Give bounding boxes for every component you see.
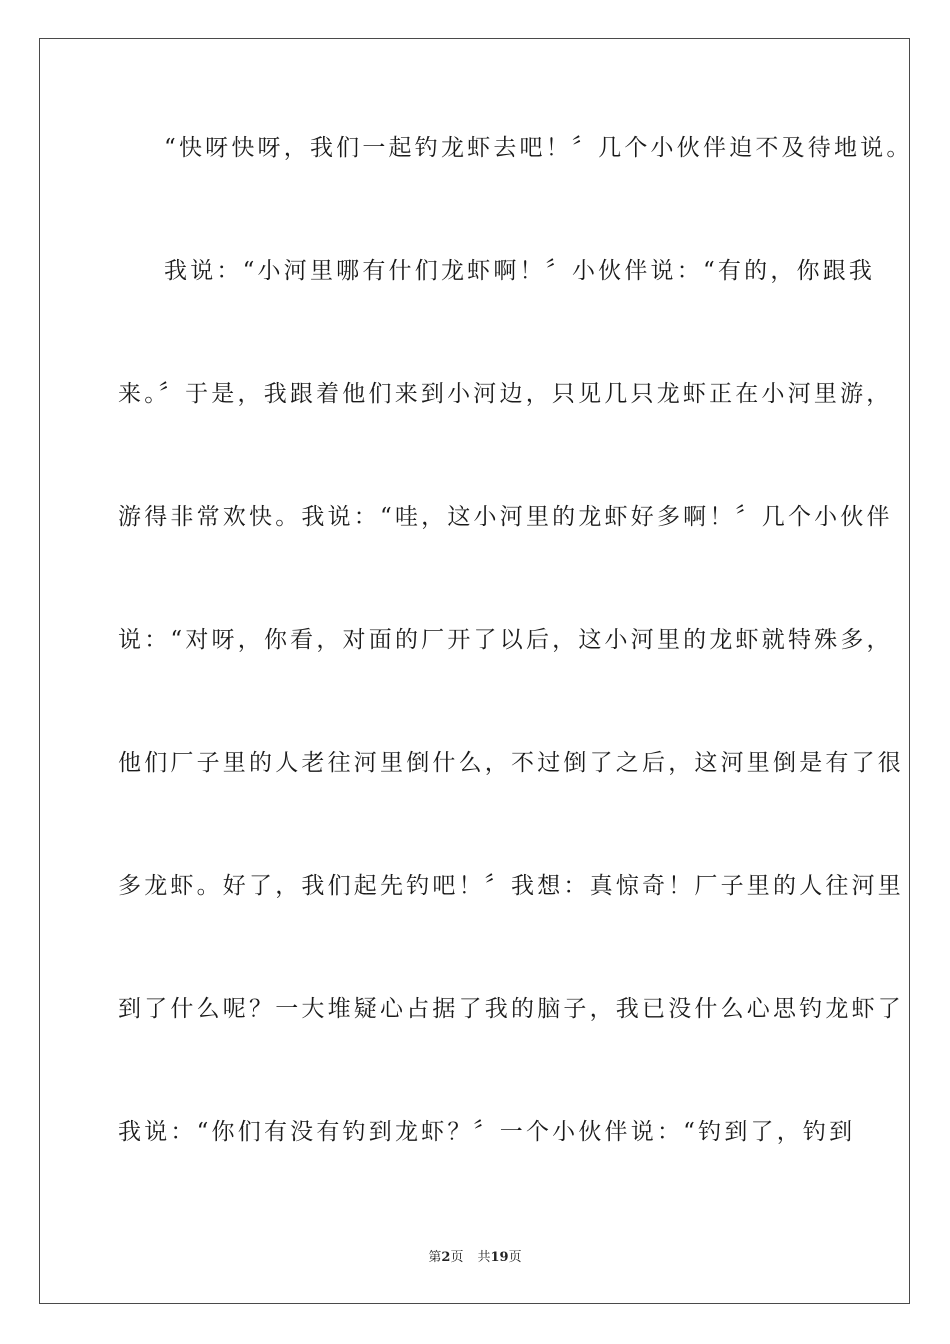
paragraph-line-8: 到了什么呢？一大堆疑心占据了我的脑子，我已没什么心思钓龙虾了 (118, 996, 904, 1022)
page-footer (0, 1246, 950, 1265)
paragraph-line-3: 来。〞于是，我跟着他们来到小河边，只见几只龙虾正在小河里游， (118, 381, 893, 407)
total-pages: 19 (490, 1250, 509, 1265)
paragraph-line-9: 我说：“你们有没有钓到龙虾？〞一个小伙伴说：“钓到了，钓到 (118, 1119, 856, 1145)
paragraph-line-2: 我说：“小河里哪有什们龙虾啊！〞小伙伴说：“有的，你跟我 (164, 258, 876, 284)
document-body (118, 128, 913, 1235)
paragraph-line-4: 游得非常欢快。我说：“哇，这小河里的龙虾好多啊！〞几个小伙伴 (118, 504, 893, 530)
total-suffix: 页 (508, 1250, 522, 1265)
paragraph-line-5: 说：“对呀，你看，对面的厂开了以后，这小河里的龙虾就特殊多， (118, 627, 893, 653)
total-prefix: 共 (477, 1250, 491, 1265)
page-number: 2 (441, 1250, 451, 1265)
page-suffix: 页 (450, 1250, 464, 1265)
paragraph-line-6: 他们厂子里的人老往河里倒什么，不过倒了之后，这河里倒是有了很 (118, 750, 904, 776)
paragraph-line-7: 多龙虾。好了，我们起先钓吧！〞我想：真惊奇！厂子里的人往河里 (118, 873, 904, 899)
page-prefix: 第 (428, 1250, 442, 1265)
paragraph-line-1: “快呀快呀，我们一起钓龙虾去吧！〞几个小伙伴迫不及待地说。 (164, 135, 913, 161)
